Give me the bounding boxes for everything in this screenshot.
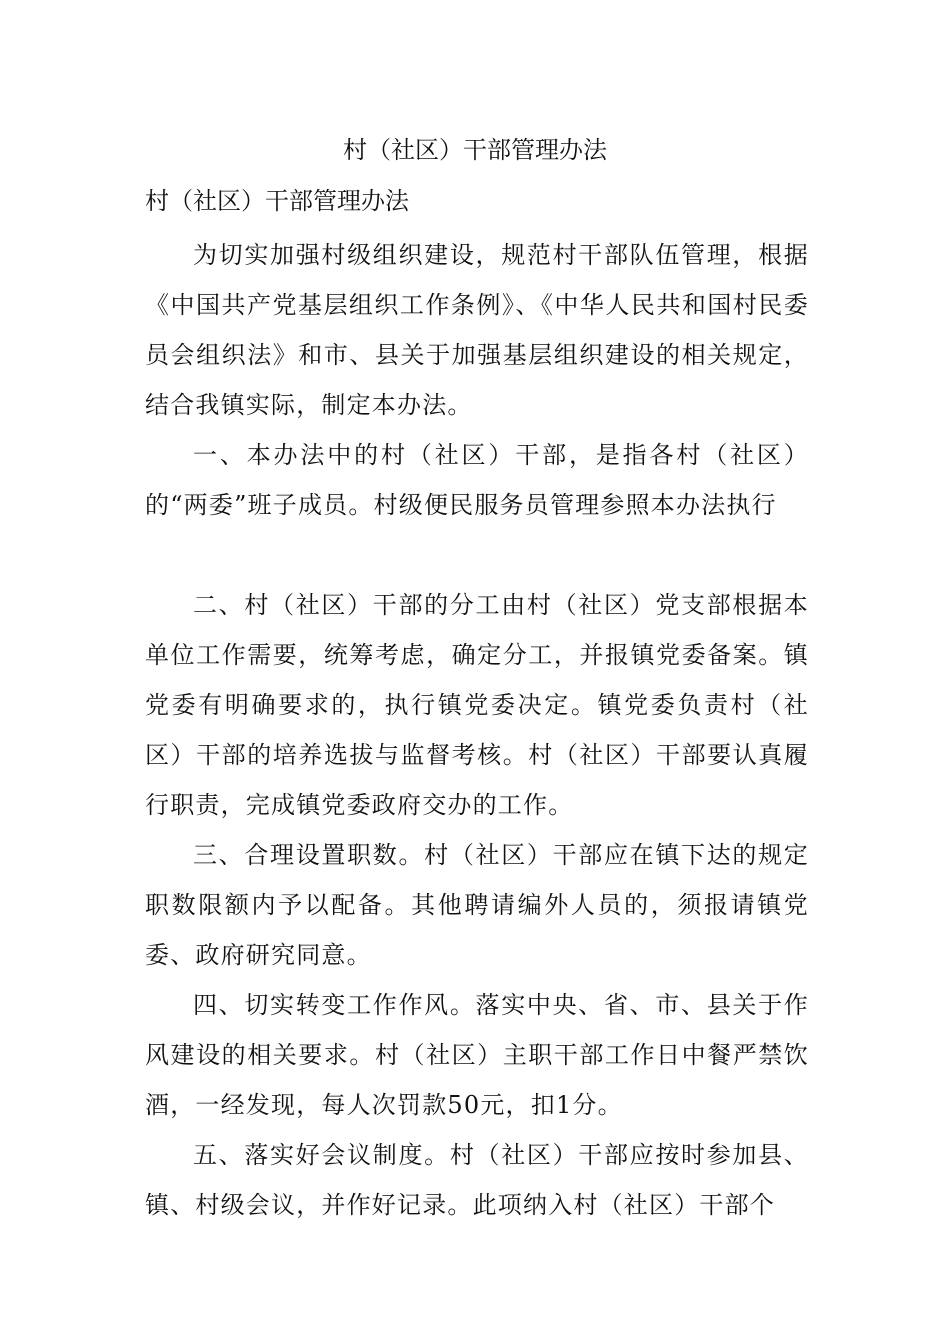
document-body (145, 230, 809, 1230)
document-subtitle: 村（社区）干部管理办法 (145, 187, 409, 215)
paragraph-article-1: 一、本办法中的村（社区）干部，是指各村（社区）的“两委”班子成员。村级便民服务员管理参照本办法执行 (145, 441, 809, 519)
paragraph-intro: 为切实加强村级组织建设，规范村干部队伍管理，根据《中国共产党基层组织工作条例》、《中华人民共和国村民委员会组织法》和市、县关于加强基层组织建设的相关规定，结合我镇实际，制定本办法。 (145, 241, 809, 419)
document-title: 村（社区）干部管理办法 (343, 136, 607, 164)
paragraph-article-5: 五、落实好会议制度。村（社区）干部应按时参加县、镇、村级会议，并作好记录。此项纳入村（社区）干部个 (145, 1141, 809, 1219)
paragraph-article-4: 四、切实转变工作作风。落实中央、省、市、县关于作风建设的相关要求。村（社区）主职干部工作日中餐严禁饮酒，一经发现，每人次罚款50元，扣1分。 (145, 991, 809, 1119)
paragraph-article-3: 三、合理设置职数。村（社区）干部应在镇下达的规定职数限额内予以配备。其他聘请编外人员的，须报请镇党委、政府研究同意。 (145, 841, 809, 969)
paragraph-article-2: 二、村（社区）干部的分工由村（社区）党支部根据本单位工作需要，统筹考虑，确定分工，并报镇党委备案。镇党委有明确要求的，执行镇党委决定。镇党委负责村（社区）干部的培养选拔与监督考核。村（社区）干部要认真履行职责，完成镇党委政府交办的工作。 (145, 591, 809, 819)
